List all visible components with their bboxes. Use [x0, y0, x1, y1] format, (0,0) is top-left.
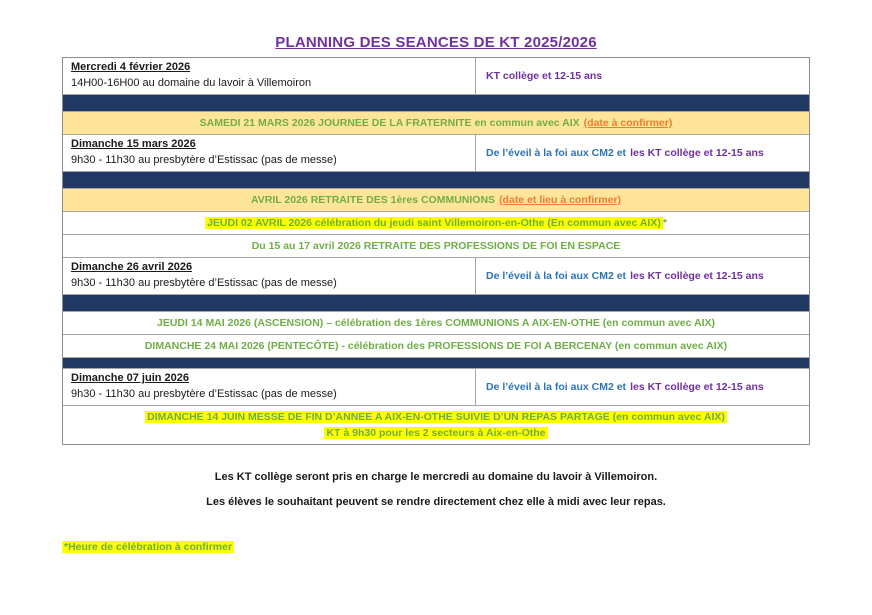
- session-date: Mercredi 4 février 2026: [71, 61, 191, 73]
- separator-row: [63, 295, 809, 312]
- banner-ascension: [63, 312, 809, 335]
- group-label-blue: De l’éveil à la foi aux CM2 et: [486, 147, 627, 159]
- highlighted-banner-text: JEUDI 02 AVRIL 2026 célébration du jeudi saint Villemoiron-en-Othe (En commun avec AIX): [207, 217, 661, 229]
- session-details: 9h30 - 11h30 au presbytère d’Estissac (pas de messe): [71, 388, 337, 400]
- banner-retraite-foi: [63, 235, 809, 258]
- banner-text: JEUDI 14 MAI 2026 (ASCENSION) – célébration des 1ères COMMUNIONS A AIX-EN-OTHE (en commun avec AIX): [157, 317, 715, 329]
- page-title: PLANNING DES SEANCES DE KT 2025/2026: [275, 34, 597, 51]
- banner-text: AVRIL 2026 RETRAITE DES 1ères COMMUNIONS: [250, 194, 496, 206]
- session-date: Dimanche 07 juin 2026: [71, 372, 189, 384]
- banner-line-2: KT à 9h30 pour les 2 secteurs à Aix-en-Othe: [326, 427, 546, 439]
- banner-text: Du 15 au 17 avril 2026 RETRAITE DES PROFESSIONS DE FOI EN ESPACE: [251, 240, 621, 252]
- banner-pentecote: [63, 335, 809, 358]
- group-label-purple: les KT collège et 12-15 ans: [630, 381, 764, 393]
- session-date: Dimanche 15 mars 2026: [71, 138, 196, 150]
- banner-note: (date à confirmer): [583, 117, 673, 129]
- banner-fin-annee: [63, 406, 809, 444]
- session-row-juin07: [63, 369, 809, 406]
- group-label-blue: De l’éveil à la foi aux CM2 et: [486, 381, 627, 393]
- group-label-purple: KT collège et 12-15 ans: [486, 70, 603, 82]
- session-row-mars: [63, 135, 809, 172]
- separator-row: [63, 358, 809, 369]
- session-group-cell: [476, 369, 809, 405]
- footnote-text: *Heure de célébration à confirmer: [64, 541, 233, 553]
- session-row-fevrier: [63, 58, 809, 95]
- session-date: Dimanche 26 avril 2026: [71, 261, 193, 273]
- session-group-cell: [476, 258, 809, 294]
- session-date-cell: [63, 369, 476, 405]
- session-date-cell: [63, 135, 476, 171]
- banner-text: SAMEDI 21 MARS 2026 JOURNEE DE LA FRATERNITE en commun avec AIX: [199, 117, 580, 129]
- banner-text: DIMANCHE 24 MAI 2026 (PENTECÔTE) - célébration des PROFESSIONS DE FOI A BERCENAY (en commun avec AIX): [144, 340, 728, 352]
- banner-fraternite: [63, 112, 809, 135]
- footnote: [62, 541, 872, 553]
- session-details: 9h30 - 11h30 au presbytère d’Estissac (pas de messe): [71, 277, 337, 289]
- session-details: 9h30 - 11h30 au presbytère d’Estissac (pas de messe): [71, 154, 337, 166]
- session-row-avril26: [63, 258, 809, 295]
- footer-note-2: Les élèves le souhaitant peuvent se rendre directement chez elle à midi avec leur repas.: [206, 496, 666, 508]
- banner-avril-retraite: [63, 189, 809, 212]
- banner-note: (date et lieu à confirmer): [499, 194, 622, 206]
- session-details: 14H00-16H00 au domaine du lavoir à Villemoiron: [71, 77, 312, 89]
- separator-row: [63, 95, 809, 112]
- session-date-cell: [63, 58, 476, 94]
- planning-table: [62, 57, 810, 445]
- footer-note-1: Les KT collège seront pris en charge le mercredi au domaine du lavoir à Villemoiron.: [214, 471, 658, 483]
- banner-line-1: DIMANCHE 14 JUIN MESSE DE FIN D’ANNEE A AIX-EN-OTHE SUIVIE D’UN REPAS PARTAGE (en commun avec AIX): [147, 411, 725, 423]
- group-label-purple: les KT collège et 12-15 ans: [630, 147, 764, 159]
- session-group-cell: [476, 135, 809, 171]
- session-group-cell: [476, 58, 809, 94]
- session-date-cell: [63, 258, 476, 294]
- group-label-purple: les KT collège et 12-15 ans: [630, 270, 764, 282]
- separator-row: [63, 172, 809, 189]
- banner-jeudi-saint: [63, 212, 809, 235]
- group-label-blue: De l’éveil à la foi aux CM2 et: [486, 270, 627, 282]
- footnote-asterisk: *: [662, 217, 667, 229]
